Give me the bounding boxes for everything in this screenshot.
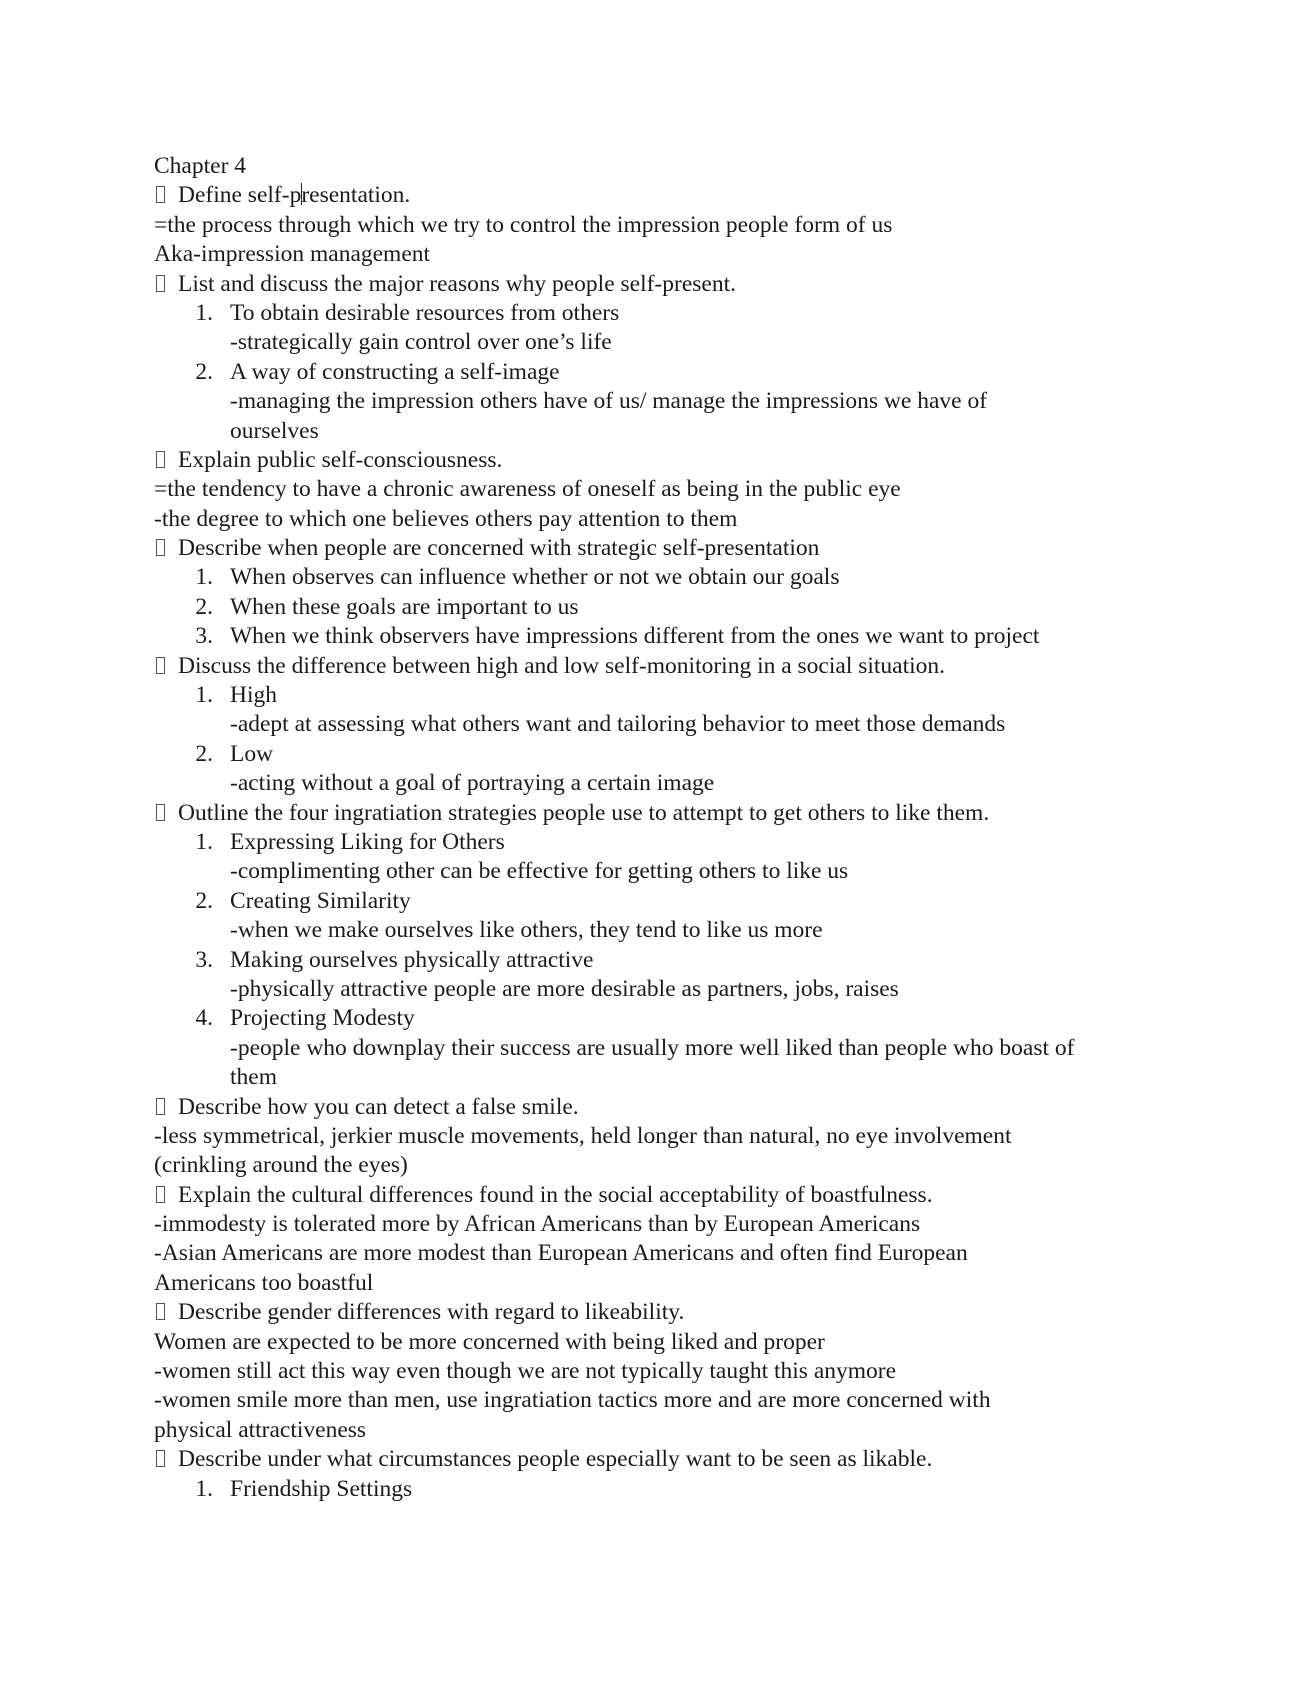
question-7: Describe how you can detect a false smile. (154, 1093, 1164, 1122)
missing-glyph-bullet-icon (156, 539, 165, 556)
answer-line: Women are expected to be more concerned with being liked and proper (154, 1328, 825, 1355)
chapter-title: Chapter 4 (154, 153, 247, 179)
answer-line: =the process through which we try to control the impression people form of us (154, 211, 893, 238)
list-item-detail: -when we make ourselves like others, they tend to like us more (230, 917, 823, 944)
list-item-detail: -managing the impression others have of us/ manage the impressions we have of (230, 388, 988, 415)
list-item-detail: -acting without a goal of portraying a certain image (230, 770, 715, 797)
list-item: 2. Low (195, 740, 274, 767)
question-10: Describe under what circumstances people especially want to be seen as likable. (154, 1445, 1164, 1474)
question-2: List and discuss the major reasons why people self-present. (154, 270, 1164, 299)
list-item: 2. A way of constructing a self-image (195, 358, 560, 385)
list-item: 3. Making ourselves physically attractive (195, 946, 594, 973)
list-item-detail: -physically attractive people are more desirable as partners, jobs, raises (230, 975, 899, 1002)
answer-line: -women smile more than men, use ingratiation tactics more and are more concerned with (154, 1387, 991, 1414)
list-item-detail: -complimenting other can be effective for getting others to like us (230, 858, 849, 885)
missing-glyph-bullet-icon (156, 1186, 165, 1203)
list-item-detail: ourselves (230, 417, 319, 444)
question-9: Describe gender differences with regard to likeability. (154, 1298, 1164, 1327)
list-item: 4. Projecting Modesty (195, 1005, 415, 1032)
list-item: 1. Expressing Liking for Others (195, 828, 505, 855)
list-item: 1. High (195, 682, 277, 709)
missing-glyph-bullet-icon (156, 1450, 165, 1467)
missing-glyph-bullet-icon (156, 804, 165, 821)
answer-line: -immodesty is tolerated more by African Americans than by European Americans (154, 1211, 921, 1238)
question-3: Explain public self-consciousness. (154, 446, 1164, 475)
missing-glyph-bullet-icon (156, 1098, 165, 1115)
list-item: 3. When we think observers have impressions different from the ones we want to project (195, 623, 1040, 650)
answer-line: =the tendency to have a chronic awareness of oneself as being in the public eye (154, 476, 901, 503)
missing-glyph-bullet-icon (156, 1303, 165, 1320)
list-item-detail: -people who downplay their success are usually more well liked than people who boast of (230, 1034, 1075, 1061)
answer-line: -women still act this way even though we are not typically taught this anymore (154, 1358, 897, 1385)
answer-line: -Asian Americans are more modest than European Americans and often find European (154, 1240, 968, 1267)
question-5: Discuss the difference between high and low self-monitoring in a social situation. (154, 652, 1164, 681)
question-1: Define self-presentation. (154, 181, 1164, 210)
answer-line: Americans too boastful (154, 1269, 374, 1296)
answer-line: -less symmetrical, jerkier muscle movements, held longer than natural, no eye involvement (154, 1122, 1012, 1149)
list-item: 1. When observes can influence whether or not we obtain our goals (195, 564, 840, 591)
list-item: 1. Friendship Settings (195, 1475, 413, 1502)
list-item-detail: -adept at assessing what others want and tailoring behavior to meet those demands (230, 711, 1006, 738)
question-4: Describe when people are concerned with strategic self-presentation (154, 534, 1164, 563)
answer-line: Aka-impression management (154, 241, 431, 268)
answer-line: -the degree to which one believes others pay attention to them (154, 505, 738, 532)
answer-line: physical attractiveness (154, 1416, 367, 1443)
missing-glyph-bullet-icon (156, 451, 165, 468)
list-item-detail: them (230, 1064, 277, 1091)
list-item-detail: -strategically gain control over one’s life (230, 329, 612, 356)
answer-line: (crinkling around the eyes) (154, 1152, 408, 1179)
list-item: 2. When these goals are important to us (195, 593, 579, 620)
document-body (154, 152, 1164, 1504)
question-6: Outline the four ingratiation strategies people use to attempt to get others to like them. (154, 799, 1164, 828)
list-item: 1. To obtain desirable resources from others (195, 299, 620, 326)
question-8: Explain the cultural differences found in the social acceptability of boastfulness. (154, 1181, 1164, 1210)
missing-glyph-bullet-icon (156, 275, 165, 292)
list-item: 2. Creating Similarity (195, 887, 411, 914)
missing-glyph-bullet-icon (156, 657, 165, 674)
missing-glyph-bullet-icon (156, 186, 165, 203)
